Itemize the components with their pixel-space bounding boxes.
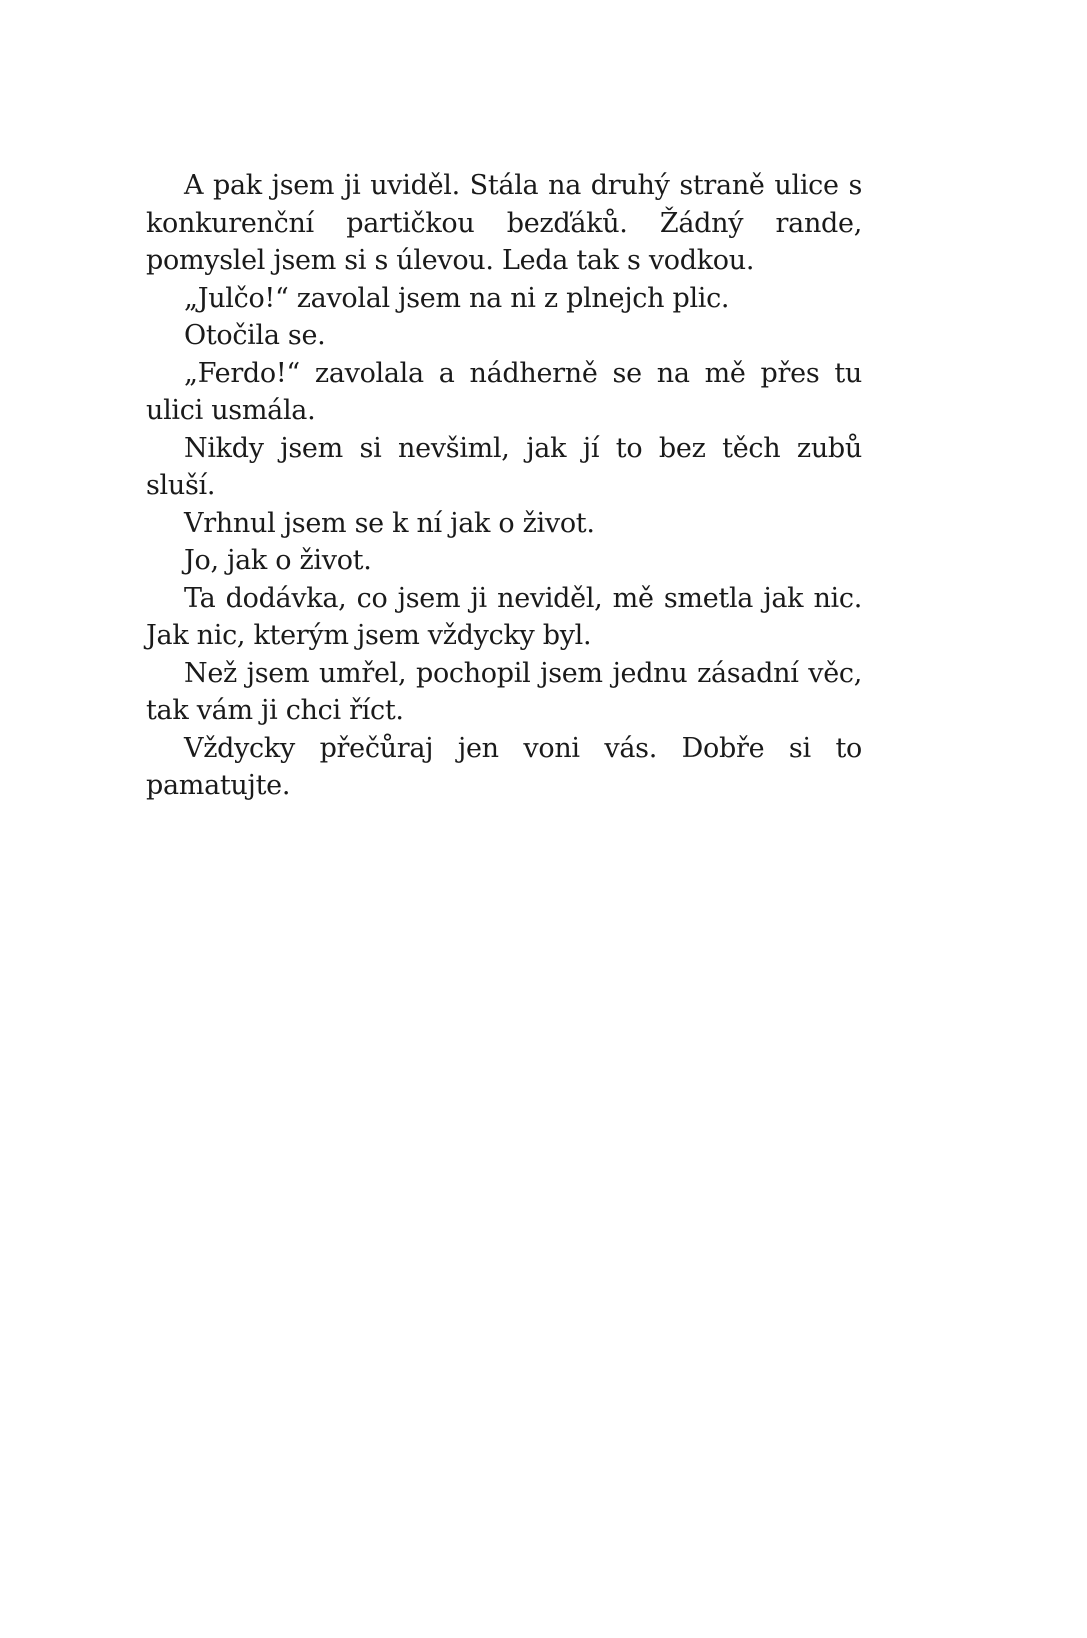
paragraph: Vrhnul jsem se k ní jak o život.: [184, 507, 595, 539]
body-text: [146, 167, 862, 805]
paragraph: Otočila se.: [184, 320, 326, 351]
paragraph: Než jsem umřel, pochopil jsem jednu zásadní věc, tak vám ji chci říct.: [146, 657, 862, 726]
paragraph: Jo, jak o život.: [184, 545, 372, 576]
paragraph: Nikdy jsem si nevšiml, jak jí to bez těch zubů sluší.: [146, 432, 862, 501]
paragraph: Vždycky přečůraj jen voni vás. Dobře si to pamatujte.: [146, 732, 862, 801]
paragraph: Ta dodávka, co jsem ji neviděl, mě smetla jak nic. Jak nic, kterým jsem vždycky byl.: [146, 582, 862, 651]
paragraph: A pak jsem ji uviděl. Stála na druhý straně ulice s konkurenční partičkou bezďáků. Žádný rande, pomyslel jsem si s úlevou. Leda tak s vodkou.: [146, 170, 862, 276]
paragraph: „Ferdo!“ zavolala a nádherně se na mě přes tu ulici usmála.: [146, 357, 862, 426]
paragraph: „Julčo!“ zavolal jsem na ni z plnejch plic.: [184, 282, 730, 314]
